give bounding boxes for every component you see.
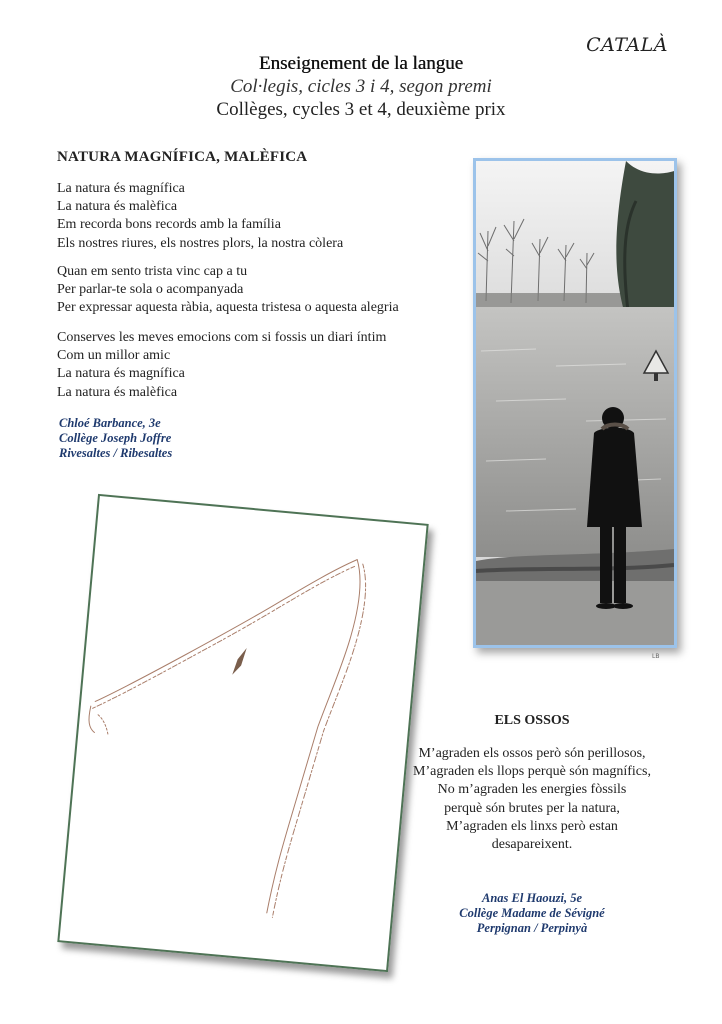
poem-line: Em recorda bons records amb la família [57, 217, 281, 233]
poem-line: perquè són brutes per la natura, [444, 800, 620, 816]
river-photo-image [476, 161, 674, 645]
subtitle-catalan: Col·legis, cicles 3 i 4, segon premi [230, 76, 492, 97]
photo-credit: LB [652, 653, 660, 660]
page-title: Enseignement de la langue [258, 53, 464, 74]
poem-line: M’agraden els ossos però són perillosos, [418, 746, 646, 761]
poem-line: Els nostres riures, els nostres plors, la nostra còlera [57, 235, 344, 251]
poem2-body [396, 745, 668, 854]
author-name: Anas El Haouzi, 5e [481, 891, 583, 905]
author-name: Chloé Barbance, 3e [59, 416, 161, 430]
subtitle-french: Collèges, cycles 3 et 4, deuxième prix [216, 99, 506, 120]
poem-line: Conserves les meves emocions com si fossis un diari íntim [57, 330, 387, 345]
handwritten-poem-card [57, 494, 428, 972]
poem1-stanza-2 [57, 263, 399, 318]
poem-line: Per expressar aquesta ràbia, aquesta tristesa o aquesta alegria [57, 300, 399, 316]
language-label: CATALÀ [586, 34, 668, 56]
author-school: Collège Madame de Sévigné [459, 906, 605, 920]
poem2-author [420, 891, 644, 936]
author-town: Perpignan / Perpinyà [476, 921, 588, 935]
poem-line: M’agraden els llops perquè són magnífics, [413, 764, 651, 780]
poem-line: Quan em sento trista vinc cap a tu [57, 264, 248, 279]
poem-line: La natura és malèfica [57, 199, 178, 215]
poem-line: No m’agraden les energies fòssils [437, 782, 627, 798]
poem1-title: NATURA MAGNÍFICA, MALÈFICA [57, 149, 308, 165]
poem1-stanza-1 [57, 180, 343, 253]
poem2-title: ELS OSSOS [494, 713, 570, 728]
poem-line: Com un millor amic [57, 348, 171, 364]
author-town: Rivesaltes / Ribesaltes [59, 446, 173, 460]
poem-line: Per parlar-te sola o acompanyada [57, 282, 244, 298]
poem1-author [59, 416, 172, 461]
handwritten-calligram [59, 496, 426, 970]
poem1-stanza-3 [57, 329, 386, 402]
poem-line: La natura és magnífica [57, 181, 185, 196]
river-photo [473, 158, 677, 648]
poem-line: desapareixent. [491, 837, 573, 853]
poem-line: La natura és malèfica [57, 384, 178, 400]
author-school: Collège Joseph Joffre [59, 431, 172, 445]
poem-line: La natura és magnífica [57, 366, 185, 382]
poem-line: M’agraden els linxs però estan [446, 818, 618, 834]
page-header [0, 52, 722, 121]
